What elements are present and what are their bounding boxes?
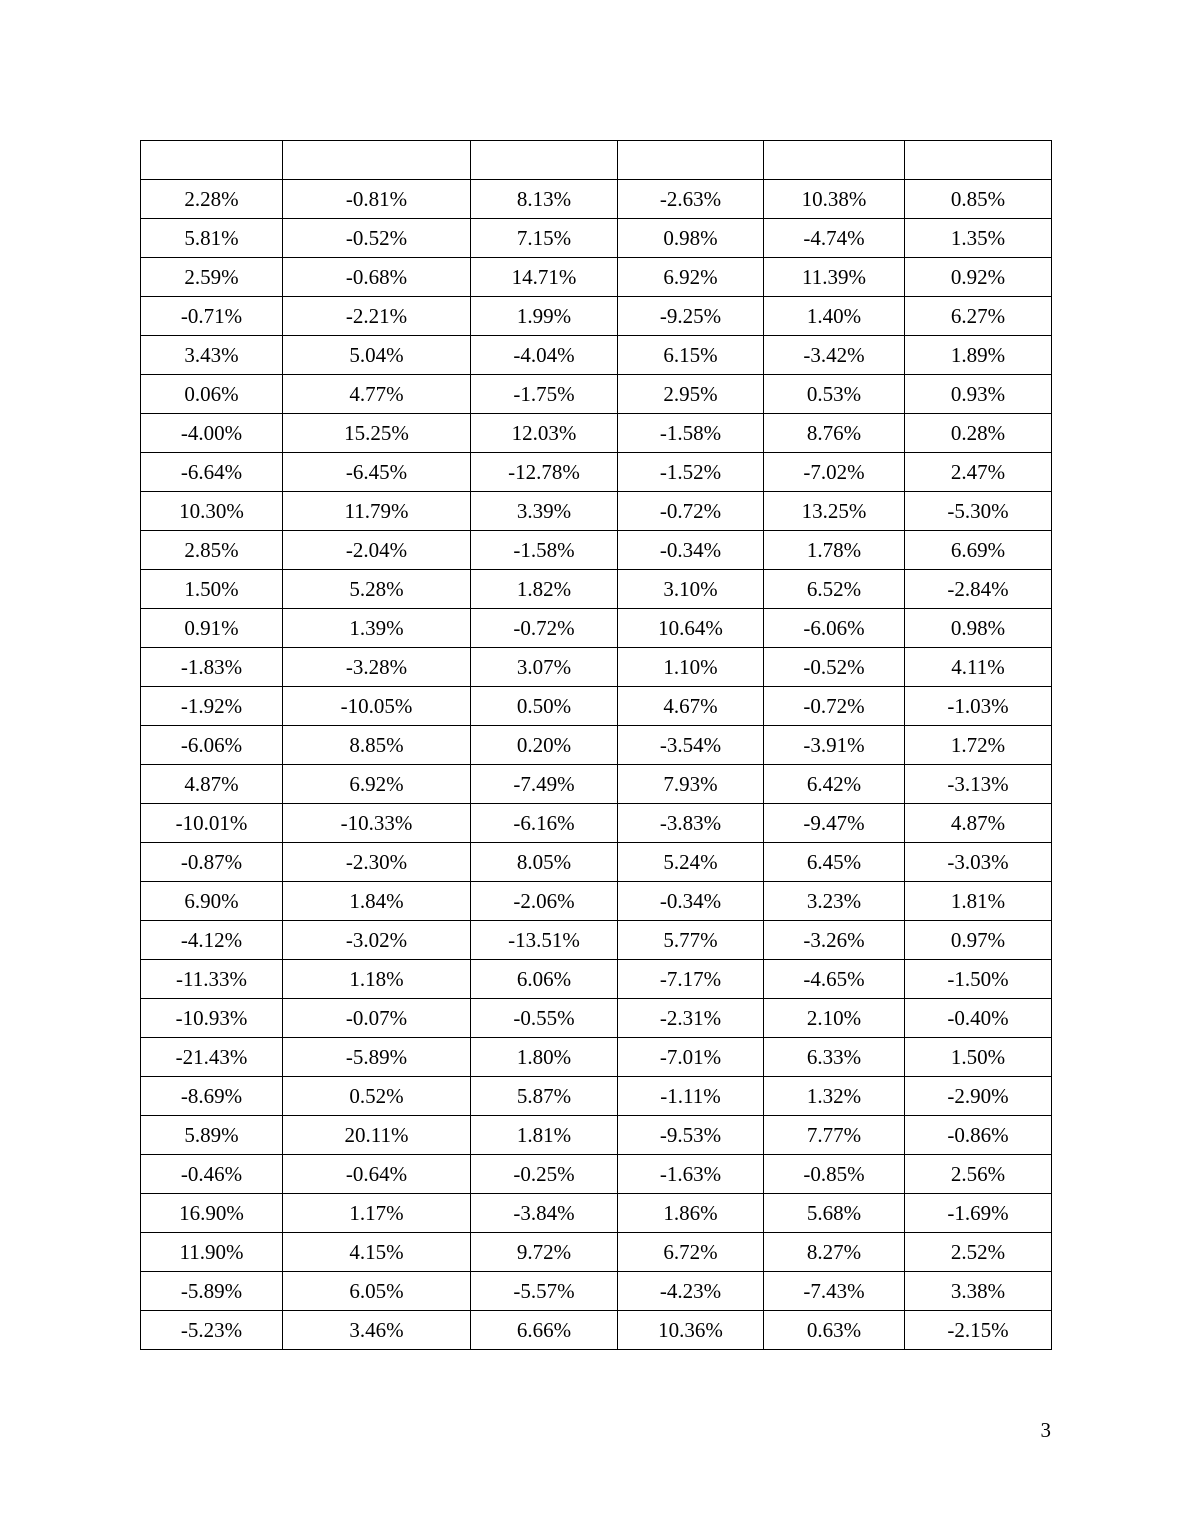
table-row: [141, 1038, 1052, 1077]
table-cell: -11.33%: [141, 960, 283, 999]
table-cell: -3.26%: [764, 921, 905, 960]
table-cell: 11.39%: [764, 258, 905, 297]
table-cell: 5.28%: [283, 570, 471, 609]
table-cell: 6.15%: [618, 336, 764, 375]
table-cell: 3.23%: [764, 882, 905, 921]
table-cell: 1.82%: [471, 570, 618, 609]
table-cell: -1.52%: [618, 453, 764, 492]
page-number: 3: [1040, 1418, 1051, 1442]
table-cell: -1.03%: [905, 687, 1052, 726]
table-cell: -0.87%: [141, 843, 283, 882]
table-cell: -0.68%: [283, 258, 471, 297]
table-cell: 3.10%: [618, 570, 764, 609]
table-cell: 0.98%: [905, 609, 1052, 648]
table-cell: 1.50%: [141, 570, 283, 609]
table-cell: -4.74%: [764, 219, 905, 258]
table-cell: -6.45%: [283, 453, 471, 492]
table-cell: -2.84%: [905, 570, 1052, 609]
header-cell: [283, 141, 471, 180]
table-cell: 4.87%: [141, 765, 283, 804]
table-cell: -0.40%: [905, 999, 1052, 1038]
table-row: [141, 999, 1052, 1038]
table-cell: -12.78%: [471, 453, 618, 492]
returns-table: [140, 140, 1052, 1350]
table-cell: -1.50%: [905, 960, 1052, 999]
table-cell: 7.93%: [618, 765, 764, 804]
table-cell: 3.38%: [905, 1272, 1052, 1311]
table-cell: 0.97%: [905, 921, 1052, 960]
table-cell: 0.20%: [471, 726, 618, 765]
table-cell: 2.52%: [905, 1233, 1052, 1272]
table-cell: -0.46%: [141, 1155, 283, 1194]
table-cell: -7.49%: [471, 765, 618, 804]
table-cell: -2.21%: [283, 297, 471, 336]
table-cell: -0.72%: [471, 609, 618, 648]
table-cell: 4.77%: [283, 375, 471, 414]
table-cell: 1.50%: [905, 1038, 1052, 1077]
table-cell: 6.52%: [764, 570, 905, 609]
table-cell: 6.92%: [283, 765, 471, 804]
table-cell: 4.87%: [905, 804, 1052, 843]
table-cell: -4.23%: [618, 1272, 764, 1311]
table-cell: 8.76%: [764, 414, 905, 453]
table-header-row: [141, 141, 1052, 180]
table-cell: 4.11%: [905, 648, 1052, 687]
table-cell: 2.56%: [905, 1155, 1052, 1194]
table-row: [141, 1233, 1052, 1272]
table-cell: -2.90%: [905, 1077, 1052, 1116]
table-cell: -5.89%: [141, 1272, 283, 1311]
table-cell: 2.95%: [618, 375, 764, 414]
table-cell: -0.85%: [764, 1155, 905, 1194]
table-cell: -0.64%: [283, 1155, 471, 1194]
table-cell: 10.38%: [764, 180, 905, 219]
table-row: [141, 180, 1052, 219]
table-cell: 1.89%: [905, 336, 1052, 375]
table-cell: 1.81%: [471, 1116, 618, 1155]
header-cell: [618, 141, 764, 180]
table-cell: 20.11%: [283, 1116, 471, 1155]
table-cell: 0.50%: [471, 687, 618, 726]
table-cell: 1.35%: [905, 219, 1052, 258]
table-cell: -4.00%: [141, 414, 283, 453]
table-cell: 4.67%: [618, 687, 764, 726]
table-cell: -10.93%: [141, 999, 283, 1038]
table-cell: -6.06%: [764, 609, 905, 648]
table-cell: 5.04%: [283, 336, 471, 375]
table-cell: -0.52%: [764, 648, 905, 687]
table-cell: -4.04%: [471, 336, 618, 375]
table-cell: 6.05%: [283, 1272, 471, 1311]
table-row: [141, 297, 1052, 336]
table-cell: 1.81%: [905, 882, 1052, 921]
table-cell: 1.40%: [764, 297, 905, 336]
table-cell: 9.72%: [471, 1233, 618, 1272]
table-cell: -1.75%: [471, 375, 618, 414]
table-cell: 1.39%: [283, 609, 471, 648]
table-cell: 6.45%: [764, 843, 905, 882]
table-cell: 0.28%: [905, 414, 1052, 453]
table-cell: 10.36%: [618, 1311, 764, 1350]
table-cell: 0.98%: [618, 219, 764, 258]
table-cell: 5.68%: [764, 1194, 905, 1233]
table-cell: -6.06%: [141, 726, 283, 765]
table-cell: -0.34%: [618, 531, 764, 570]
table-cell: -13.51%: [471, 921, 618, 960]
table-cell: 6.92%: [618, 258, 764, 297]
table-cell: 5.81%: [141, 219, 283, 258]
table-cell: 5.24%: [618, 843, 764, 882]
table-row: [141, 1194, 1052, 1233]
table-row: [141, 1272, 1052, 1311]
table-cell: 3.46%: [283, 1311, 471, 1350]
table-cell: -0.86%: [905, 1116, 1052, 1155]
table-cell: -3.54%: [618, 726, 764, 765]
table-cell: 7.15%: [471, 219, 618, 258]
table-cell: -3.13%: [905, 765, 1052, 804]
table-cell: 6.33%: [764, 1038, 905, 1077]
table-cell: 3.43%: [141, 336, 283, 375]
table-cell: 2.28%: [141, 180, 283, 219]
table-cell: 10.64%: [618, 609, 764, 648]
table-cell: 12.03%: [471, 414, 618, 453]
table-cell: 15.25%: [283, 414, 471, 453]
table-cell: 11.79%: [283, 492, 471, 531]
table-cell: -0.72%: [764, 687, 905, 726]
table-cell: -21.43%: [141, 1038, 283, 1077]
table-cell: -2.31%: [618, 999, 764, 1038]
table-row: [141, 648, 1052, 687]
table-cell: -0.71%: [141, 297, 283, 336]
table-cell: 0.53%: [764, 375, 905, 414]
table-row: [141, 1155, 1052, 1194]
table-cell: 11.90%: [141, 1233, 283, 1272]
table-cell: -3.42%: [764, 336, 905, 375]
table-cell: -0.07%: [283, 999, 471, 1038]
table-body: [141, 141, 1052, 1350]
table-row: [141, 258, 1052, 297]
table-cell: -5.23%: [141, 1311, 283, 1350]
table-cell: 10.30%: [141, 492, 283, 531]
table-cell: -0.55%: [471, 999, 618, 1038]
table-cell: -4.65%: [764, 960, 905, 999]
table-row: [141, 219, 1052, 258]
table-row: [141, 726, 1052, 765]
table-cell: -2.04%: [283, 531, 471, 570]
table-row: [141, 960, 1052, 999]
table-row: [141, 531, 1052, 570]
table-row: [141, 765, 1052, 804]
table-cell: 3.39%: [471, 492, 618, 531]
table-row: [141, 336, 1052, 375]
table-cell: -3.02%: [283, 921, 471, 960]
table-cell: -7.01%: [618, 1038, 764, 1077]
table-cell: -2.06%: [471, 882, 618, 921]
table-cell: -7.17%: [618, 960, 764, 999]
header-cell: [141, 141, 283, 180]
header-cell: [764, 141, 905, 180]
table-cell: 1.84%: [283, 882, 471, 921]
table-row: [141, 882, 1052, 921]
table-row: [141, 570, 1052, 609]
table-cell: 16.90%: [141, 1194, 283, 1233]
table-cell: -9.53%: [618, 1116, 764, 1155]
table-cell: -1.92%: [141, 687, 283, 726]
table-cell: 8.05%: [471, 843, 618, 882]
table-cell: -5.89%: [283, 1038, 471, 1077]
table-cell: 5.87%: [471, 1077, 618, 1116]
table-cell: 6.06%: [471, 960, 618, 999]
table-row: [141, 687, 1052, 726]
table-cell: 1.18%: [283, 960, 471, 999]
table-cell: -8.69%: [141, 1077, 283, 1116]
table-cell: 0.91%: [141, 609, 283, 648]
table-cell: -5.57%: [471, 1272, 618, 1311]
header-cell: [471, 141, 618, 180]
table-cell: 6.90%: [141, 882, 283, 921]
table-row: [141, 375, 1052, 414]
table-cell: 2.47%: [905, 453, 1052, 492]
table-row: [141, 1077, 1052, 1116]
table-cell: 2.59%: [141, 258, 283, 297]
table-cell: 8.13%: [471, 180, 618, 219]
table-row: [141, 1311, 1052, 1350]
table-cell: -5.30%: [905, 492, 1052, 531]
table-row: [141, 921, 1052, 960]
table-cell: -10.05%: [283, 687, 471, 726]
table-row: [141, 414, 1052, 453]
table-row: [141, 453, 1052, 492]
table-cell: -9.25%: [618, 297, 764, 336]
table-cell: -0.52%: [283, 219, 471, 258]
table-row: [141, 843, 1052, 882]
table-cell: -0.81%: [283, 180, 471, 219]
table-cell: -2.15%: [905, 1311, 1052, 1350]
table-cell: 0.06%: [141, 375, 283, 414]
table-cell: -3.03%: [905, 843, 1052, 882]
table-cell: 8.27%: [764, 1233, 905, 1272]
table-cell: -1.63%: [618, 1155, 764, 1194]
table-cell: -10.01%: [141, 804, 283, 843]
table-cell: 6.72%: [618, 1233, 764, 1272]
table-cell: 1.86%: [618, 1194, 764, 1233]
table-cell: 6.69%: [905, 531, 1052, 570]
table-row: [141, 492, 1052, 531]
table-cell: -6.16%: [471, 804, 618, 843]
table-cell: -10.33%: [283, 804, 471, 843]
table-cell: 6.66%: [471, 1311, 618, 1350]
table-cell: 5.89%: [141, 1116, 283, 1155]
table-cell: 2.10%: [764, 999, 905, 1038]
table-cell: -4.12%: [141, 921, 283, 960]
table-row: [141, 804, 1052, 843]
table-cell: -6.64%: [141, 453, 283, 492]
table-cell: 0.52%: [283, 1077, 471, 1116]
table-cell: 4.15%: [283, 1233, 471, 1272]
table-cell: 2.85%: [141, 531, 283, 570]
table-cell: 1.32%: [764, 1077, 905, 1116]
table-cell: 6.27%: [905, 297, 1052, 336]
table-cell: 6.42%: [764, 765, 905, 804]
table-cell: 0.85%: [905, 180, 1052, 219]
table-cell: -2.63%: [618, 180, 764, 219]
header-cell: [905, 141, 1052, 180]
table-cell: -1.58%: [618, 414, 764, 453]
table-cell: -9.47%: [764, 804, 905, 843]
table-cell: 0.93%: [905, 375, 1052, 414]
table-cell: -3.83%: [618, 804, 764, 843]
table-cell: 8.85%: [283, 726, 471, 765]
table-cell: 1.99%: [471, 297, 618, 336]
table-cell: -3.91%: [764, 726, 905, 765]
table-cell: 7.77%: [764, 1116, 905, 1155]
table-cell: 14.71%: [471, 258, 618, 297]
table-cell: 1.78%: [764, 531, 905, 570]
table-cell: -1.69%: [905, 1194, 1052, 1233]
table-cell: -1.83%: [141, 648, 283, 687]
table-cell: 1.17%: [283, 1194, 471, 1233]
table-cell: -7.02%: [764, 453, 905, 492]
table-cell: 1.72%: [905, 726, 1052, 765]
table-cell: 1.80%: [471, 1038, 618, 1077]
table-cell: -7.43%: [764, 1272, 905, 1311]
table-cell: 0.63%: [764, 1311, 905, 1350]
table-row: [141, 1116, 1052, 1155]
table-cell: -0.34%: [618, 882, 764, 921]
table-cell: -2.30%: [283, 843, 471, 882]
table-cell: -3.84%: [471, 1194, 618, 1233]
table-cell: -0.72%: [618, 492, 764, 531]
table-cell: 5.77%: [618, 921, 764, 960]
table-row: [141, 609, 1052, 648]
table-cell: -0.25%: [471, 1155, 618, 1194]
table-cell: -1.58%: [471, 531, 618, 570]
table-cell: 1.10%: [618, 648, 764, 687]
table-cell: -3.28%: [283, 648, 471, 687]
table-cell: -1.11%: [618, 1077, 764, 1116]
table-cell: 0.92%: [905, 258, 1052, 297]
table-cell: 3.07%: [471, 648, 618, 687]
table-cell: 13.25%: [764, 492, 905, 531]
